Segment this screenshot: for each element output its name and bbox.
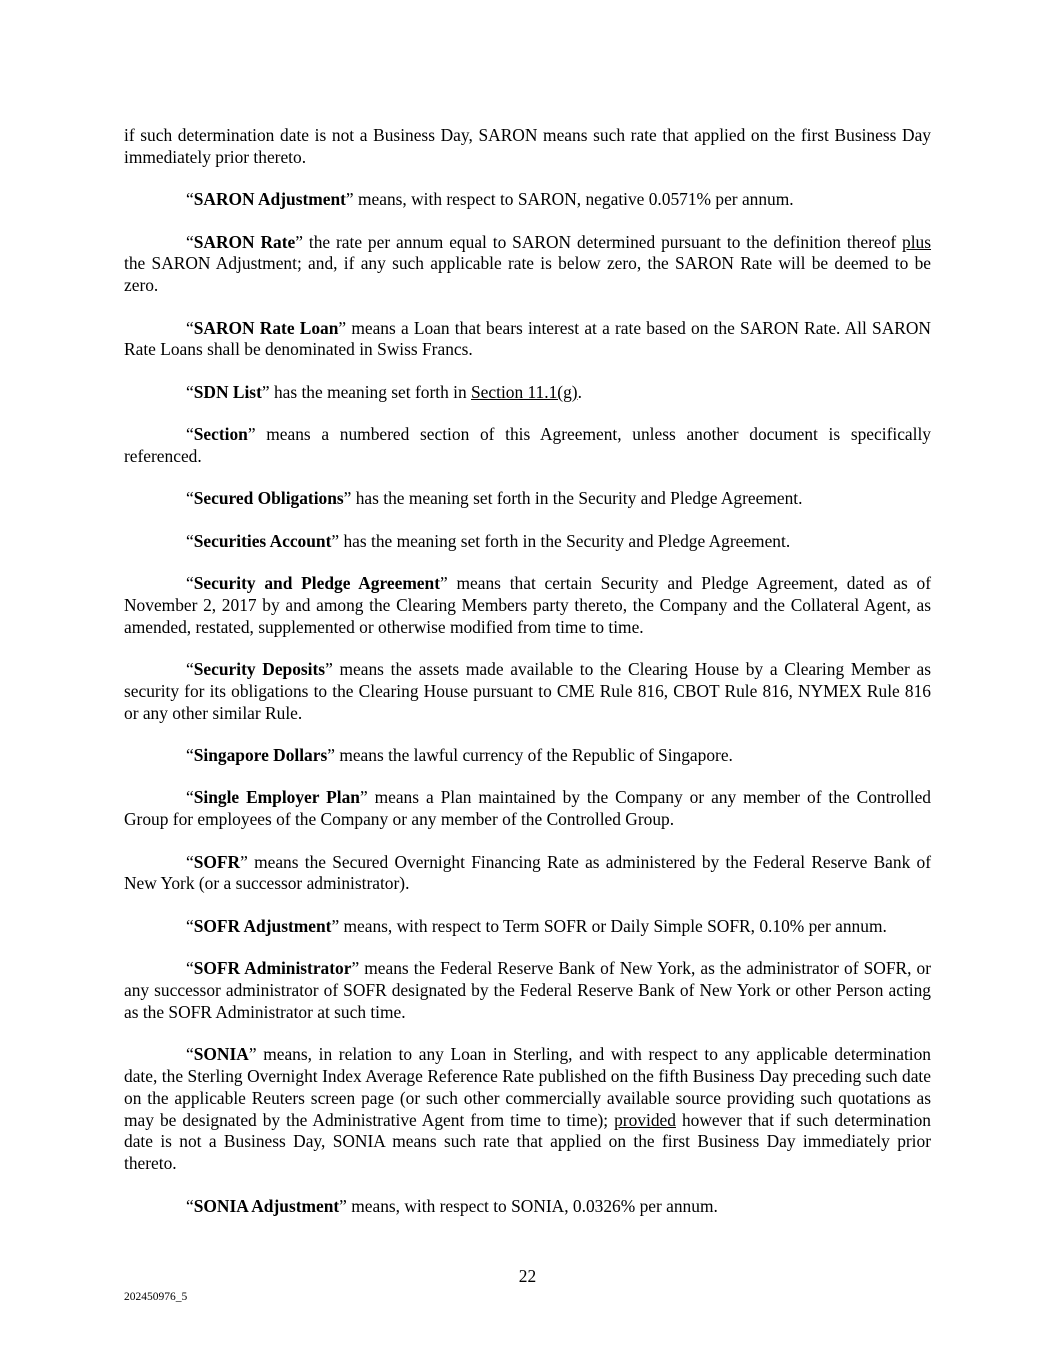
definition-text: ” means that certain Security and Pledge Agreement, dated as of November 2, 2017 by and among the Clearing Members party thereto, the Company and the Collateral Agent, as amended, restated, supplemented or otherwise modified from time to time. bbox=[124, 573, 931, 637]
open-quote: “ bbox=[186, 1195, 194, 1216]
definitions-body bbox=[124, 125, 931, 1217]
open-quote: “ bbox=[186, 317, 194, 338]
definition-text: ” means a numbered section of this Agreement, unless another document is specifically referenced. bbox=[124, 424, 931, 466]
underlined-word: plus bbox=[902, 231, 932, 252]
open-quote: “ bbox=[186, 659, 194, 680]
definition-text: ” has the meaning set forth in the Security and Pledge Agreement. bbox=[331, 530, 791, 551]
definition-text: ” means, in relation to any Loan in Sterling, and with respect to any applicable determination date, the Sterling Overnight Index Average Reference Rate published on the fifth Business Day preceding such date on the applicable Reuters screen page (or such other commercially available source providing such quotations as may be designated by the Administrative Agent from time to time); bbox=[124, 1044, 931, 1130]
definition-text: the SARON Adjustment; and, if any such applicable rate is below zero, the SARON Rate will be deemed to be zero. bbox=[124, 253, 931, 296]
open-quote: “ bbox=[186, 787, 194, 808]
defined-term: SONIA bbox=[193, 1044, 249, 1065]
paragraph-text: if such determination date is not a Business Day, SARON means such rate that applied on the first Business Day immediately prior thereto. bbox=[124, 125, 931, 167]
definition-text: ” means the assets made available to the Clearing House by a Clearing Member as security for its obligations to the Clearing House pursuant to CME Rule 816, CBOT Rule 816, NYMEX Rule 816 or any other similar Rule. bbox=[124, 659, 931, 723]
definition-security-deposits bbox=[124, 659, 931, 724]
defined-term: Security Deposits bbox=[193, 659, 326, 680]
section-reference: Section 11.1(g) bbox=[471, 381, 578, 402]
definition-single-employer-plan bbox=[124, 787, 931, 831]
definition-singapore-dollars bbox=[124, 745, 931, 767]
definition-sonia bbox=[124, 1044, 931, 1175]
definition-text: however that if such determination date is not a Business Day, SONIA means such rate that applied on the first Business Day immediately prior thereto. bbox=[124, 1109, 931, 1174]
paragraph-saron-continuation bbox=[124, 125, 931, 169]
defined-term: SARON Rate bbox=[193, 231, 296, 252]
definition-secured-obligations bbox=[124, 488, 931, 510]
defined-term: Securities Account bbox=[193, 530, 332, 551]
definition-sdn-list bbox=[124, 382, 931, 404]
defined-term: Secured Obligations bbox=[193, 488, 344, 509]
open-quote: “ bbox=[186, 424, 194, 445]
definition-sofr-adjustment bbox=[124, 916, 931, 938]
defined-term: SOFR bbox=[193, 851, 241, 872]
defined-term: SOFR Adjustment bbox=[193, 915, 332, 936]
open-quote: “ bbox=[186, 573, 194, 594]
definition-text: ” the rate per annum equal to SARON determined pursuant to the definition thereof bbox=[295, 231, 903, 252]
open-quote: “ bbox=[186, 189, 194, 210]
definition-text: ” means the Secured Overnight Financing Rate as administered by the Federal Reserve Bank of New York (or a successor administrator). bbox=[124, 851, 931, 894]
underlined-word: provided bbox=[614, 1109, 676, 1130]
open-quote: “ bbox=[186, 851, 194, 872]
definition-text: ” means a Plan maintained by the Company or any member of the Controlled Group for employees of the Company or any member of the Controlled Group. bbox=[124, 787, 931, 830]
defined-term: Section bbox=[193, 424, 248, 445]
open-quote: “ bbox=[186, 915, 194, 936]
definition-text: . bbox=[577, 381, 582, 402]
definition-saron-rate-loan bbox=[124, 318, 931, 362]
open-quote: “ bbox=[186, 231, 194, 252]
defined-term: SARON Adjustment bbox=[193, 189, 346, 210]
definition-text: ” means, with respect to SARON, negative 0.0571% per annum. bbox=[345, 189, 794, 210]
document-id: 202450976_5 bbox=[124, 1291, 188, 1303]
defined-term: Security and Pledge Agreement bbox=[193, 573, 440, 594]
open-quote: “ bbox=[186, 530, 194, 551]
definition-security-and-pledge-agreement bbox=[124, 573, 931, 638]
open-quote: “ bbox=[186, 958, 194, 979]
defined-term: SONIA Adjustment bbox=[193, 1195, 340, 1216]
definition-saron-adjustment bbox=[124, 189, 931, 211]
page-number: 22 bbox=[518, 1266, 537, 1286]
definition-saron-rate bbox=[124, 232, 931, 297]
open-quote: “ bbox=[186, 488, 194, 509]
defined-term: SDN List bbox=[193, 381, 262, 402]
definition-section bbox=[124, 424, 931, 468]
defined-term: Singapore Dollars bbox=[193, 745, 328, 766]
definition-sonia-adjustment bbox=[124, 1196, 931, 1218]
definition-text: ” has the meaning set forth in bbox=[261, 381, 471, 402]
definition-sofr-administrator bbox=[124, 958, 931, 1023]
defined-term: Single Employer Plan bbox=[193, 787, 360, 808]
open-quote: “ bbox=[186, 381, 194, 402]
definition-text: ” means a Loan that bears interest at a rate based on the SARON Rate. All SARON Rate Loans shall be denominated in Swiss Francs. bbox=[124, 317, 931, 360]
definition-text: ” means, with respect to Term SOFR or Daily Simple SOFR, 0.10% per annum. bbox=[331, 915, 887, 936]
definition-securities-account bbox=[124, 531, 931, 553]
definition-sofr bbox=[124, 852, 931, 896]
defined-term: SOFR Administrator bbox=[193, 958, 352, 979]
defined-term: SARON Rate Loan bbox=[193, 317, 339, 338]
definition-text: ” means, with respect to SONIA, 0.0326% per annum. bbox=[339, 1195, 718, 1216]
open-quote: “ bbox=[186, 745, 194, 766]
definition-text: ” has the meaning set forth in the Security and Pledge Agreement. bbox=[343, 488, 803, 509]
definition-text: ” means the lawful currency of the Republic of Singapore. bbox=[327, 745, 733, 766]
open-quote: “ bbox=[186, 1044, 194, 1065]
definition-text: ” means the Federal Reserve Bank of New York, as the administrator of SOFR, or any successor administrator of SOFR designated by the Federal Reserve Bank of New York or other Person acting as the SOFR Administrator at such time. bbox=[124, 958, 932, 1022]
